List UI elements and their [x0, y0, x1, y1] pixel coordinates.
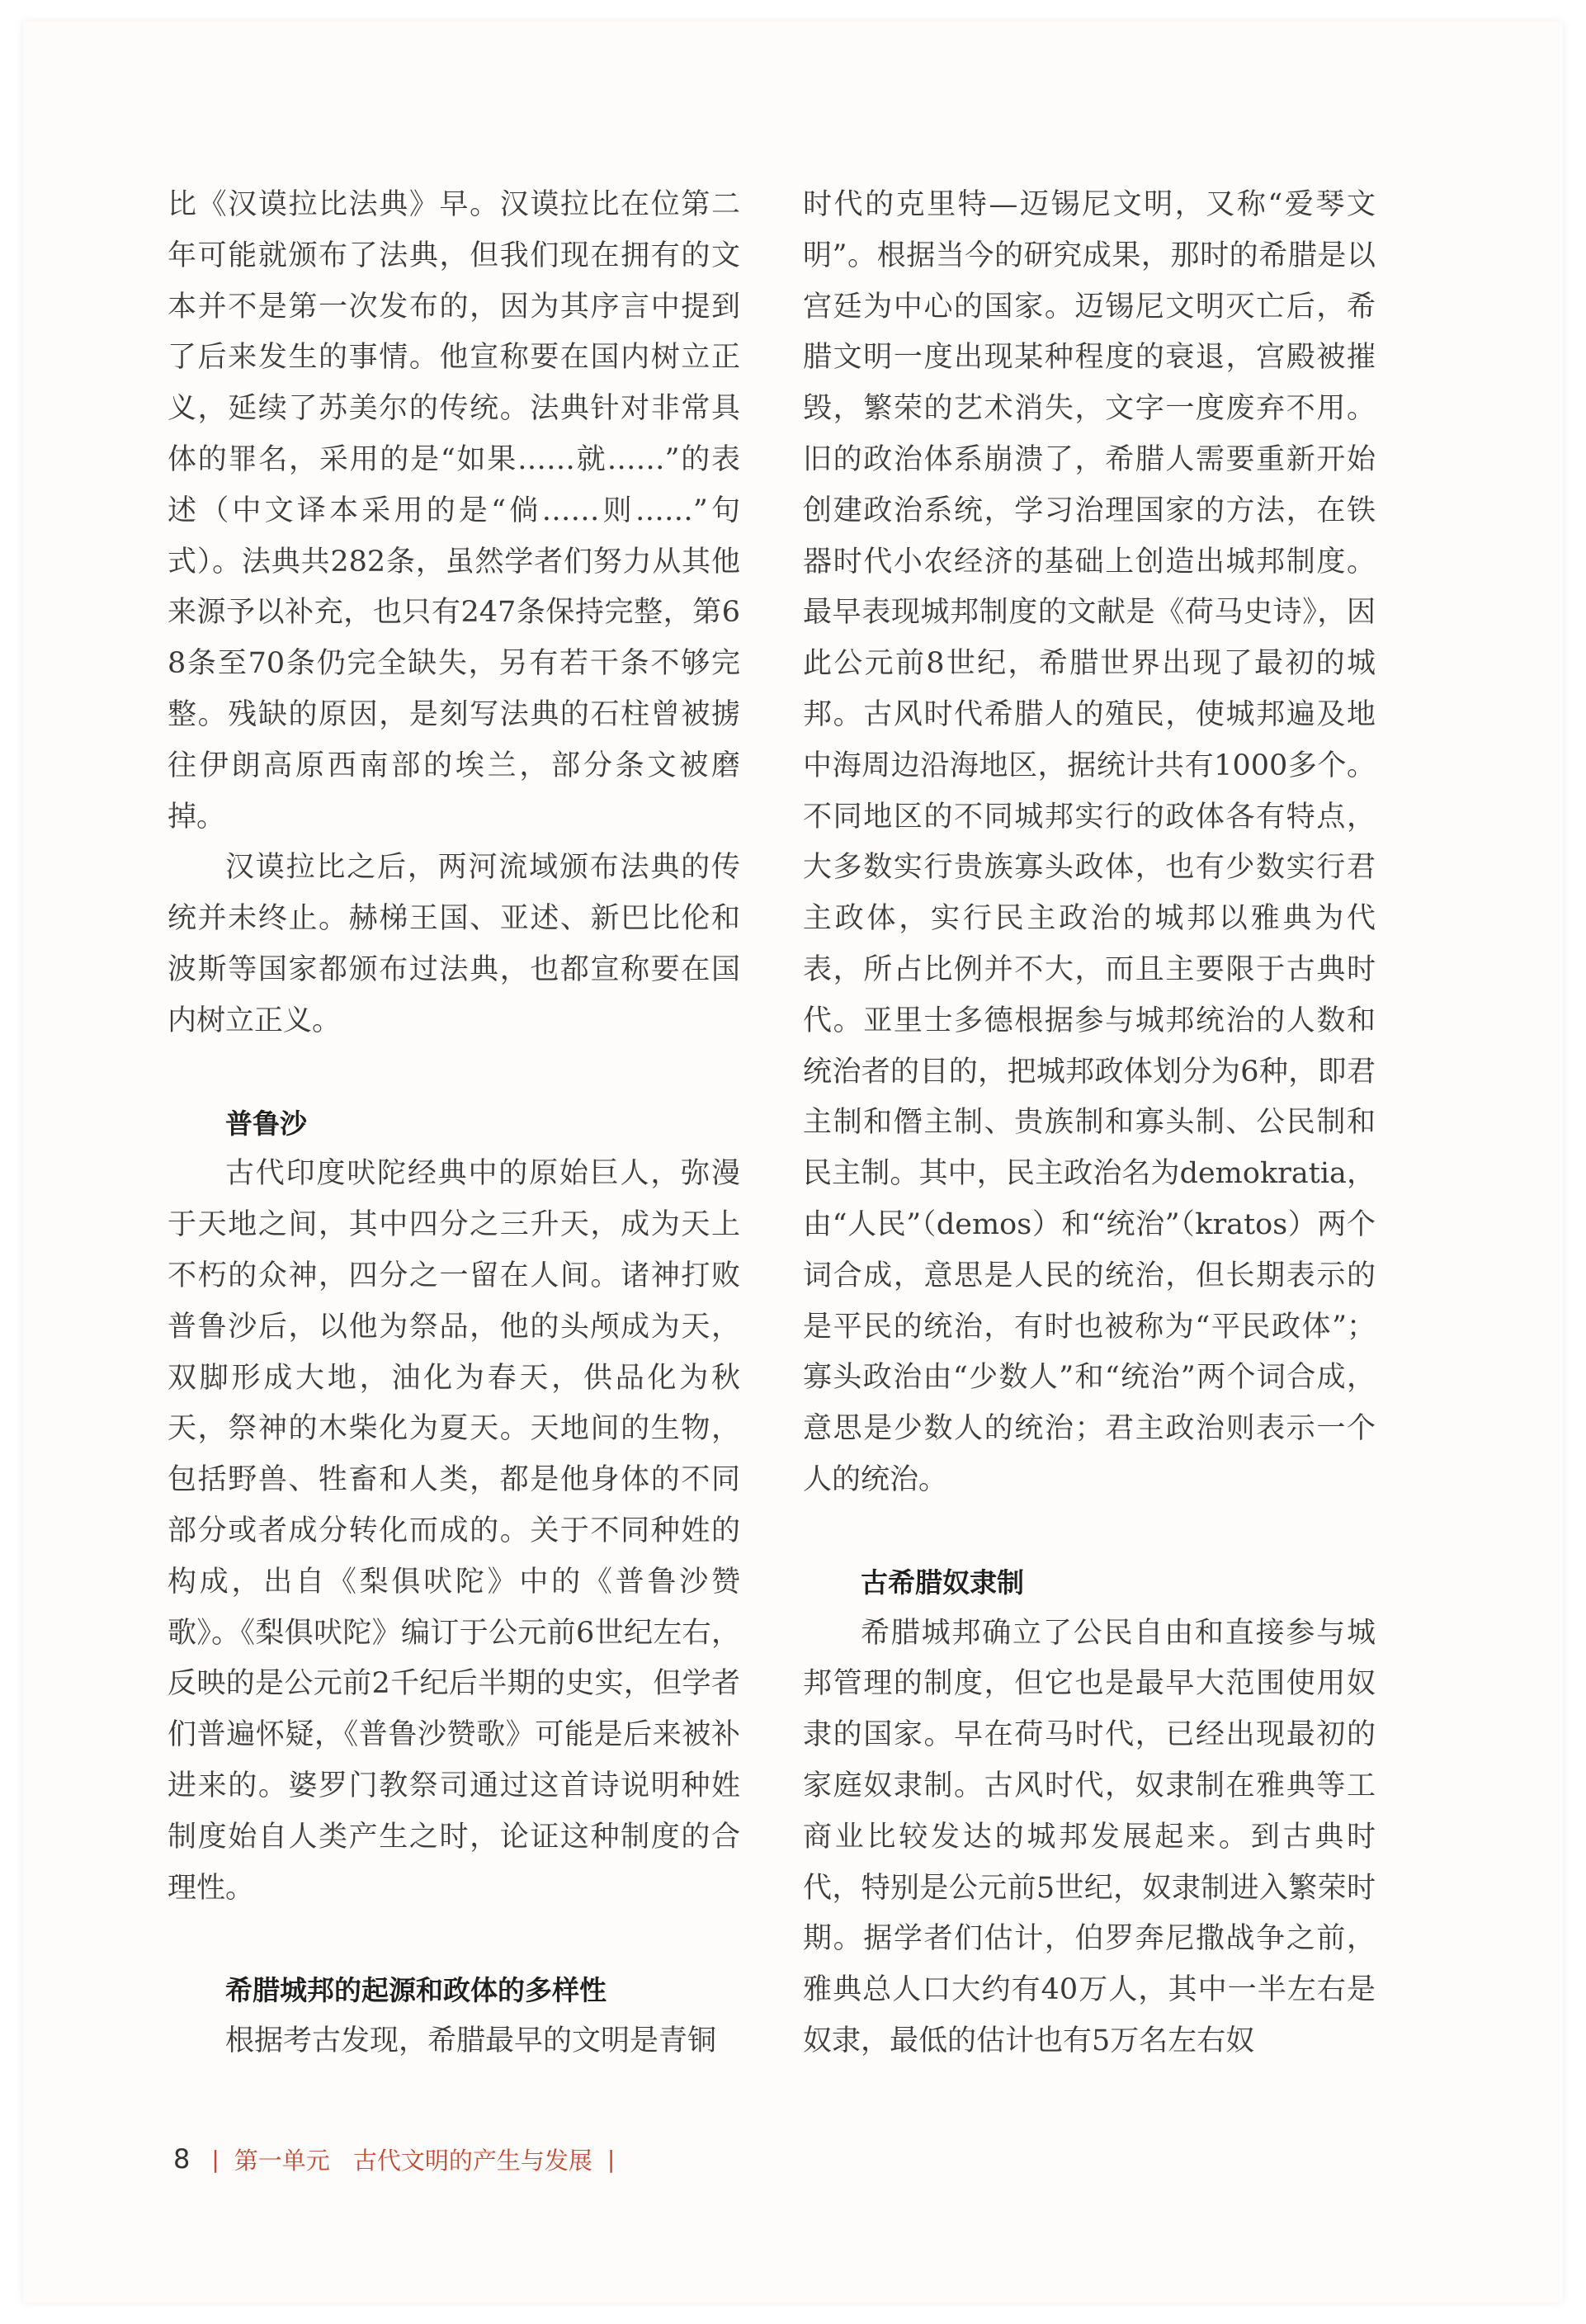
footer-separator-left: |: [211, 2145, 219, 2173]
paragraph-greek-city-states-start: 根据考古发现，希腊最早的文明是青铜: [225, 2024, 717, 2058]
paragraph-law-tradition: 汉谟拉比之后，两河流域颁布法典的传统并未终止。赫梯王国、亚述、新巴比伦和波斯等国家都颁布过法典，也都宣称要在国内树立正义。: [168, 851, 740, 1037]
heading-greek-slavery: 古希腊奴隶制: [861, 1566, 1024, 1599]
paragraph-purusha: 古代印度吠陀经典中的原始巨人，弥漫于天地之间，其中四分之三升天，成为天上不朽的众神，四分之一留在人间。诸神打败普鲁沙后，以他为祭品，他的头颅成为天，双脚形成大地，油化为春天，供品化为秋天，祭神的木柴化为夏天。天地间的生物，包括野兽、牲畜和人类，都是他身体的不同部分或者成分转化而成的。关于不同种姓的构成，出自《梨俱吠陀》中的《普鲁沙赞歌》。《梨俱吠陀》编订于公元前6世纪左右，反映的是公元前2千纪后半期的史实，但学者们普遍怀疑，《普鲁沙赞歌》可能是后来被补进来的。婆罗门教祭司通过这首诗说明种姓制度始自人类产生之时，论证这种制度的合理性。: [168, 1157, 740, 1905]
footer-separator-right: |: [607, 2145, 616, 2173]
footer-unit-label: 第一单元: [234, 2146, 330, 2175]
page-number: 8: [173, 2143, 191, 2175]
left-column: [168, 180, 740, 2067]
right-column: [803, 180, 1376, 2067]
heading-purusha: 普鲁沙: [225, 1107, 307, 1140]
paragraph-greek-slavery: 希腊城邦确立了公民自由和直接参与城邦管理的制度，但它也是最早大范围使用奴隶的国家。早在荷马时代，已经出现最初的家庭奴隶制。古风时代，奴隶制在雅典等工商业比较发达的城邦发展起来。到古典时代，特别是公元前5世纪，奴隶制进入繁荣时期。据学者们估计，伯罗奔尼撒战争之前，雅典总人口大约有40万人，其中一半左右是奴隶，最低的估计也有5万名左右奴: [803, 1616, 1376, 2057]
footer-chapter-label: 古代文明的产生与发展: [352, 2146, 592, 2175]
page-footer: [173, 2142, 615, 2175]
paragraph-hammurabi-code: 比《汉谟拉比法典》早。汉谟拉比在位第二年可能就颁布了法典，但我们现在拥有的文本并不是第一次发布的，因为其序言中提到了后来发生的事情。他宣称要在国内树立正义，延续了苏美尔的传统。法典针对非常具体的罪名，采用的是“如果……就……”的表述（中文译本采用的是“倘……则……”句式）。法典共282条，虽然学者们努力从其他来源予以补充，也只有247条保持完整，第68条至70条仍完全缺失，另有若干条不够完整。残缺的原因，是刻写法典的石柱曾被掳往伊朗高原西南部的埃兰，部分条文被磨掉。: [168, 188, 740, 834]
paragraph-greek-city-states-continued: 时代的克里特—迈锡尼文明，又称“爱琴文明”。根据当今的研究成果，那时的希腊是以宫廷为中心的国家。迈锡尼文明灭亡后，希腊文明一度出现某种程度的衰退，宫殿被摧毁，繁荣的艺术消失，文字一度废弃不用。旧的政治体系崩溃了，希腊人需要重新开始创建政治系统，学习治理国家的方法，在铁器时代小农经济的基础上创造出城邦制度。最早表现城邦制度的文献是《荷马史诗》，因此公元前8世纪，希腊世界出现了最初的城邦。古风时代希腊人的殖民，使城邦遍及地中海周边沿海地区，据统计共有1000多个。不同地区的不同城邦实行的政体各有特点，大多数实行贵族寡头政体，也有少数实行君主政体，实行民主政治的城邦以雅典为代表，所占比例并不大，而且主要限于古典时代。亚里士多德根据参与城邦统治的人数和统治者的目的，把城邦政体划分为6种，即君主制和僭主制、贵族制和寡头制、公民制和民主制。其中，民主政治名为demokratia，由“人民”（demos）和“统治”（kratos）两个词合成，意思是人民的统治，但长期表示的是平民的统治，有时也被称为“平民政体”；寡头政治由“少数人”和“统治”两个词合成，意思是少数人的统治；君主政治则表示一个人的统治。: [803, 188, 1376, 1496]
heading-greek-city-states: 希腊城邦的起源和政体的多样性: [225, 1974, 607, 2007]
